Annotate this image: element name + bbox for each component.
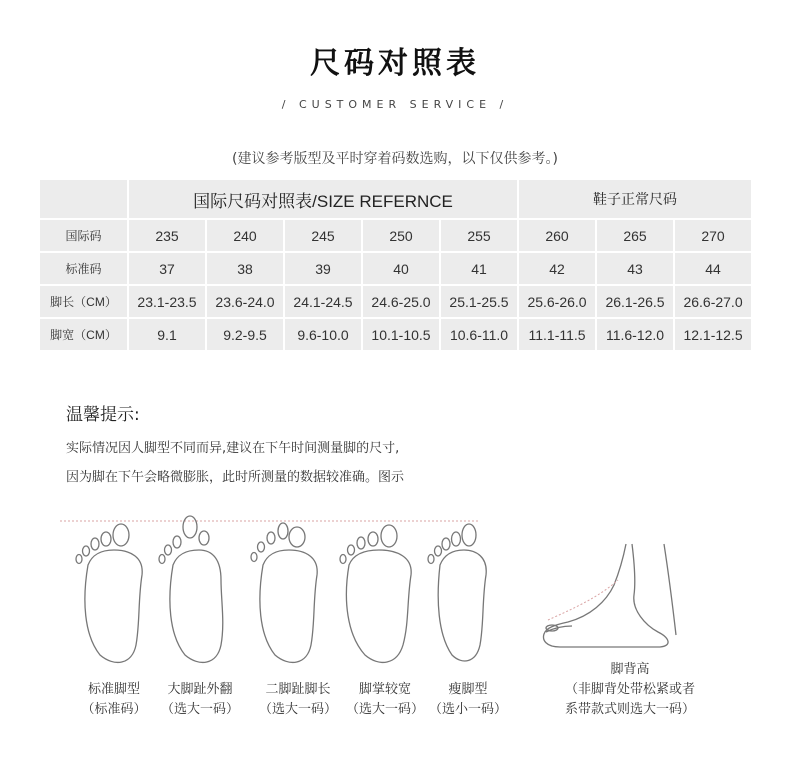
row-label: 脚长（CM） [39, 285, 128, 318]
page-title: 尺码对照表 [310, 46, 480, 81]
table-cell: 26.6-27.0 [674, 285, 752, 318]
table-cell: 38 [206, 252, 284, 285]
foot-type-second-toe-label [248, 680, 348, 720]
table-cell: 44 [674, 252, 752, 285]
row-label: 国际码 [39, 219, 128, 252]
row-label: 标准码 [39, 252, 128, 285]
foot-type-name: 二脚趾脚长 [265, 682, 331, 697]
table-cell: 37 [128, 252, 206, 285]
table-cell: 11.6-12.0 [596, 318, 674, 351]
table-heading-right: 鞋子正常尺码 [518, 179, 752, 219]
header-blank-cell [39, 179, 128, 219]
table-cell: 23.1-23.5 [128, 285, 206, 318]
table-cell: 26.1-26.5 [596, 285, 674, 318]
wide-foot-icon [340, 525, 411, 662]
foot-type-advice: （选小一码） [428, 702, 507, 717]
foot-type-advice: （选大一码） [345, 702, 424, 717]
table-cell: 10.1-10.5 [362, 318, 440, 351]
table-heading: 国际尺码对照表/SIZE REFERNCE [128, 179, 518, 219]
table-cell: 12.1-12.5 [674, 318, 752, 351]
foot-type-standard-label [64, 680, 164, 720]
reference-note: (建议参考版型及平时穿着码数选购，以下仅供参考。) [232, 151, 558, 167]
table-cell: 260 [518, 219, 596, 252]
table-header-row [39, 179, 752, 219]
table-cell: 270 [674, 219, 752, 252]
foot-type-name: 瘦脚型 [448, 682, 488, 697]
foot-type-name: 大脚趾外翻 [167, 682, 233, 697]
foot-type-advice: （选大一码） [160, 702, 239, 717]
instep-name: 脚背高 [610, 662, 650, 677]
high-instep-foot-icon [540, 540, 690, 650]
foot-type-bunion-label [150, 680, 250, 720]
instep-label [530, 660, 730, 720]
foot-type-name: 标准脚型 [87, 682, 140, 697]
row-label: 脚宽（CM） [39, 318, 128, 351]
tips-line-2: 因为脚在下午会略微膨胀，此时所测量的数据较准确。图示 [66, 470, 405, 485]
foot-type-name: 脚掌较宽 [358, 682, 411, 697]
table-cell: 23.6-24.0 [206, 285, 284, 318]
table-cell: 43 [596, 252, 674, 285]
foot-types-illustration [55, 505, 495, 670]
slim-foot-icon [428, 524, 486, 661]
table-cell: 42 [518, 252, 596, 285]
instep-advice-line-1: （非脚背处带松紧或者 [564, 682, 695, 697]
table-cell: 245 [284, 219, 362, 252]
table-cell: 250 [362, 219, 440, 252]
table-row [39, 285, 752, 318]
table-cell: 41 [440, 252, 518, 285]
tips-title: 温馨提示: [66, 405, 140, 425]
table-cell: 265 [596, 219, 674, 252]
table-cell: 24.6-25.0 [362, 285, 440, 318]
table-cell: 240 [206, 219, 284, 252]
foot-type-advice: （选大一码） [258, 702, 337, 717]
long-second-toe-foot-icon [251, 523, 317, 662]
foot-type-advice: （标准码） [81, 702, 147, 717]
table-cell: 39 [284, 252, 362, 285]
table-cell: 25.6-26.0 [518, 285, 596, 318]
table-row [39, 318, 752, 351]
table-cell: 235 [128, 219, 206, 252]
table-cell: 40 [362, 252, 440, 285]
table-row [39, 219, 752, 252]
table-cell: 10.6-11.0 [440, 318, 518, 351]
table-cell: 9.1 [128, 318, 206, 351]
size-chart-table [38, 178, 753, 352]
table-cell: 9.6-10.0 [284, 318, 362, 351]
tips-line-1: 实际情况因人脚型不同而异,建议在下午时间测量脚的尺寸, [66, 441, 400, 456]
foot-type-slim-label [418, 680, 518, 720]
table-cell: 24.1-24.5 [284, 285, 362, 318]
table-row [39, 252, 752, 285]
page-subtitle: / CUSTOMER SERVICE / [281, 98, 509, 111]
table-cell: 11.1-11.5 [518, 318, 596, 351]
standard-foot-icon [76, 524, 142, 662]
bunion-foot-icon [159, 516, 223, 662]
table-cell: 255 [440, 219, 518, 252]
instep-advice-line-2: 系带款式则选大一码） [564, 702, 695, 717]
table-cell: 9.2-9.5 [206, 318, 284, 351]
table-cell: 25.1-25.5 [440, 285, 518, 318]
